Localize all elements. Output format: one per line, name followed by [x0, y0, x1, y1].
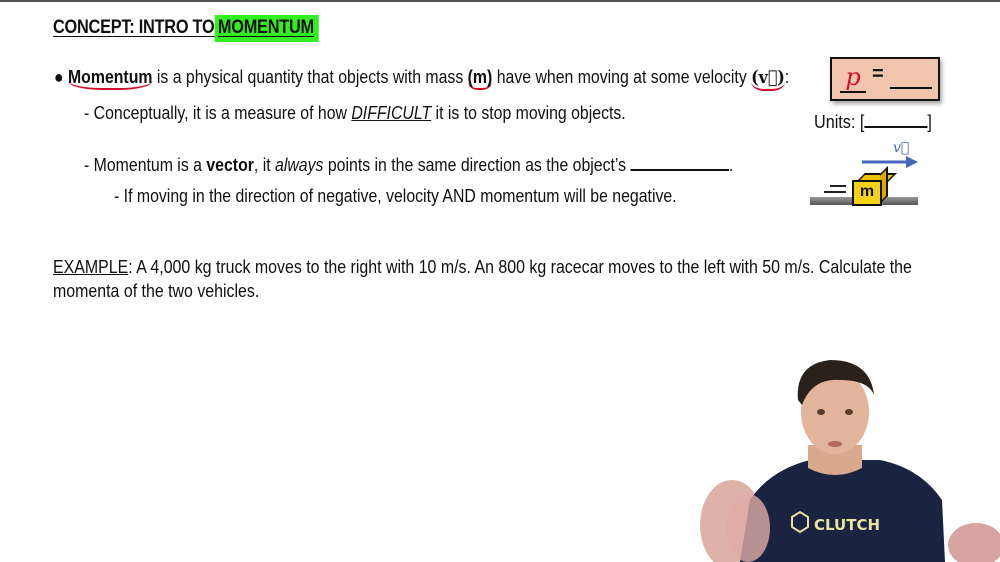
definition-line [54, 67, 789, 88]
dash: - [114, 186, 124, 206]
point-text: Conceptually, it is a measure of how [93, 103, 352, 123]
velocity-arrow-icon [862, 156, 920, 168]
fill-in-blank [630, 151, 729, 171]
mass-symbol: (m) [468, 67, 493, 90]
point-vector [84, 151, 733, 176]
definition-text: is a physical quantity that objects with mass [152, 67, 468, 87]
bold-vector: vector [206, 155, 254, 175]
point-text-2: it is to stop moving objects. [431, 103, 626, 123]
presenter-right-hand [948, 523, 1000, 562]
dash: - [84, 155, 94, 175]
clutch-shirt-text: CLUTCH [814, 516, 881, 534]
example-label: EXAMPLE [53, 257, 129, 277]
units-blank [864, 108, 927, 128]
equals-sign: = [872, 63, 884, 85]
point-text-2: , it [253, 155, 276, 175]
title-highlight: MOMENTUM [214, 15, 319, 42]
point-conceptually [84, 103, 626, 124]
example-text-2: momenta of the two vehicles. [53, 281, 260, 301]
example-text: : A 4,000 kg truck moves to the right with 10 m/s. An 800 kg racecar moves to the left with 50 m/s. Calculate the [128, 257, 912, 277]
example-line-2 [53, 281, 259, 302]
definition-text-2: have when moving at some velocity [492, 67, 752, 87]
momentum-symbol: p [840, 65, 866, 93]
example-line-1 [53, 257, 912, 278]
top-border [0, 0, 1000, 2]
term-momentum: Momentum [68, 67, 152, 90]
definition-colon: : [784, 67, 790, 87]
period: . [729, 155, 734, 175]
presenter-video [680, 350, 1000, 562]
units-label: Units: [ [814, 112, 865, 132]
units-close: ] [927, 112, 932, 132]
title-prefix: CONCEPT: INTRO TO [53, 17, 215, 38]
bullet-icon: ● [54, 67, 64, 87]
units-line [814, 108, 932, 133]
mass-block: m [852, 180, 882, 206]
formula-box [830, 57, 940, 101]
point-text-3: points in the same direction as the object’s [323, 155, 631, 175]
point-text: If moving in the direction of negative, velocity AND momentum will be negative. [123, 186, 677, 206]
dash: - [84, 103, 94, 123]
italic-always: always [275, 155, 324, 175]
point-negative [114, 186, 677, 207]
emphasis-difficult: DIFFICULT [351, 103, 432, 123]
velocity-label: v⃗ [893, 140, 910, 156]
point-text: Momentum is a [93, 155, 207, 175]
page-title [53, 17, 319, 39]
presenter-shirt [740, 460, 945, 562]
velocity-symbol: (v⃗) [751, 67, 785, 91]
formula-blank [890, 87, 932, 89]
